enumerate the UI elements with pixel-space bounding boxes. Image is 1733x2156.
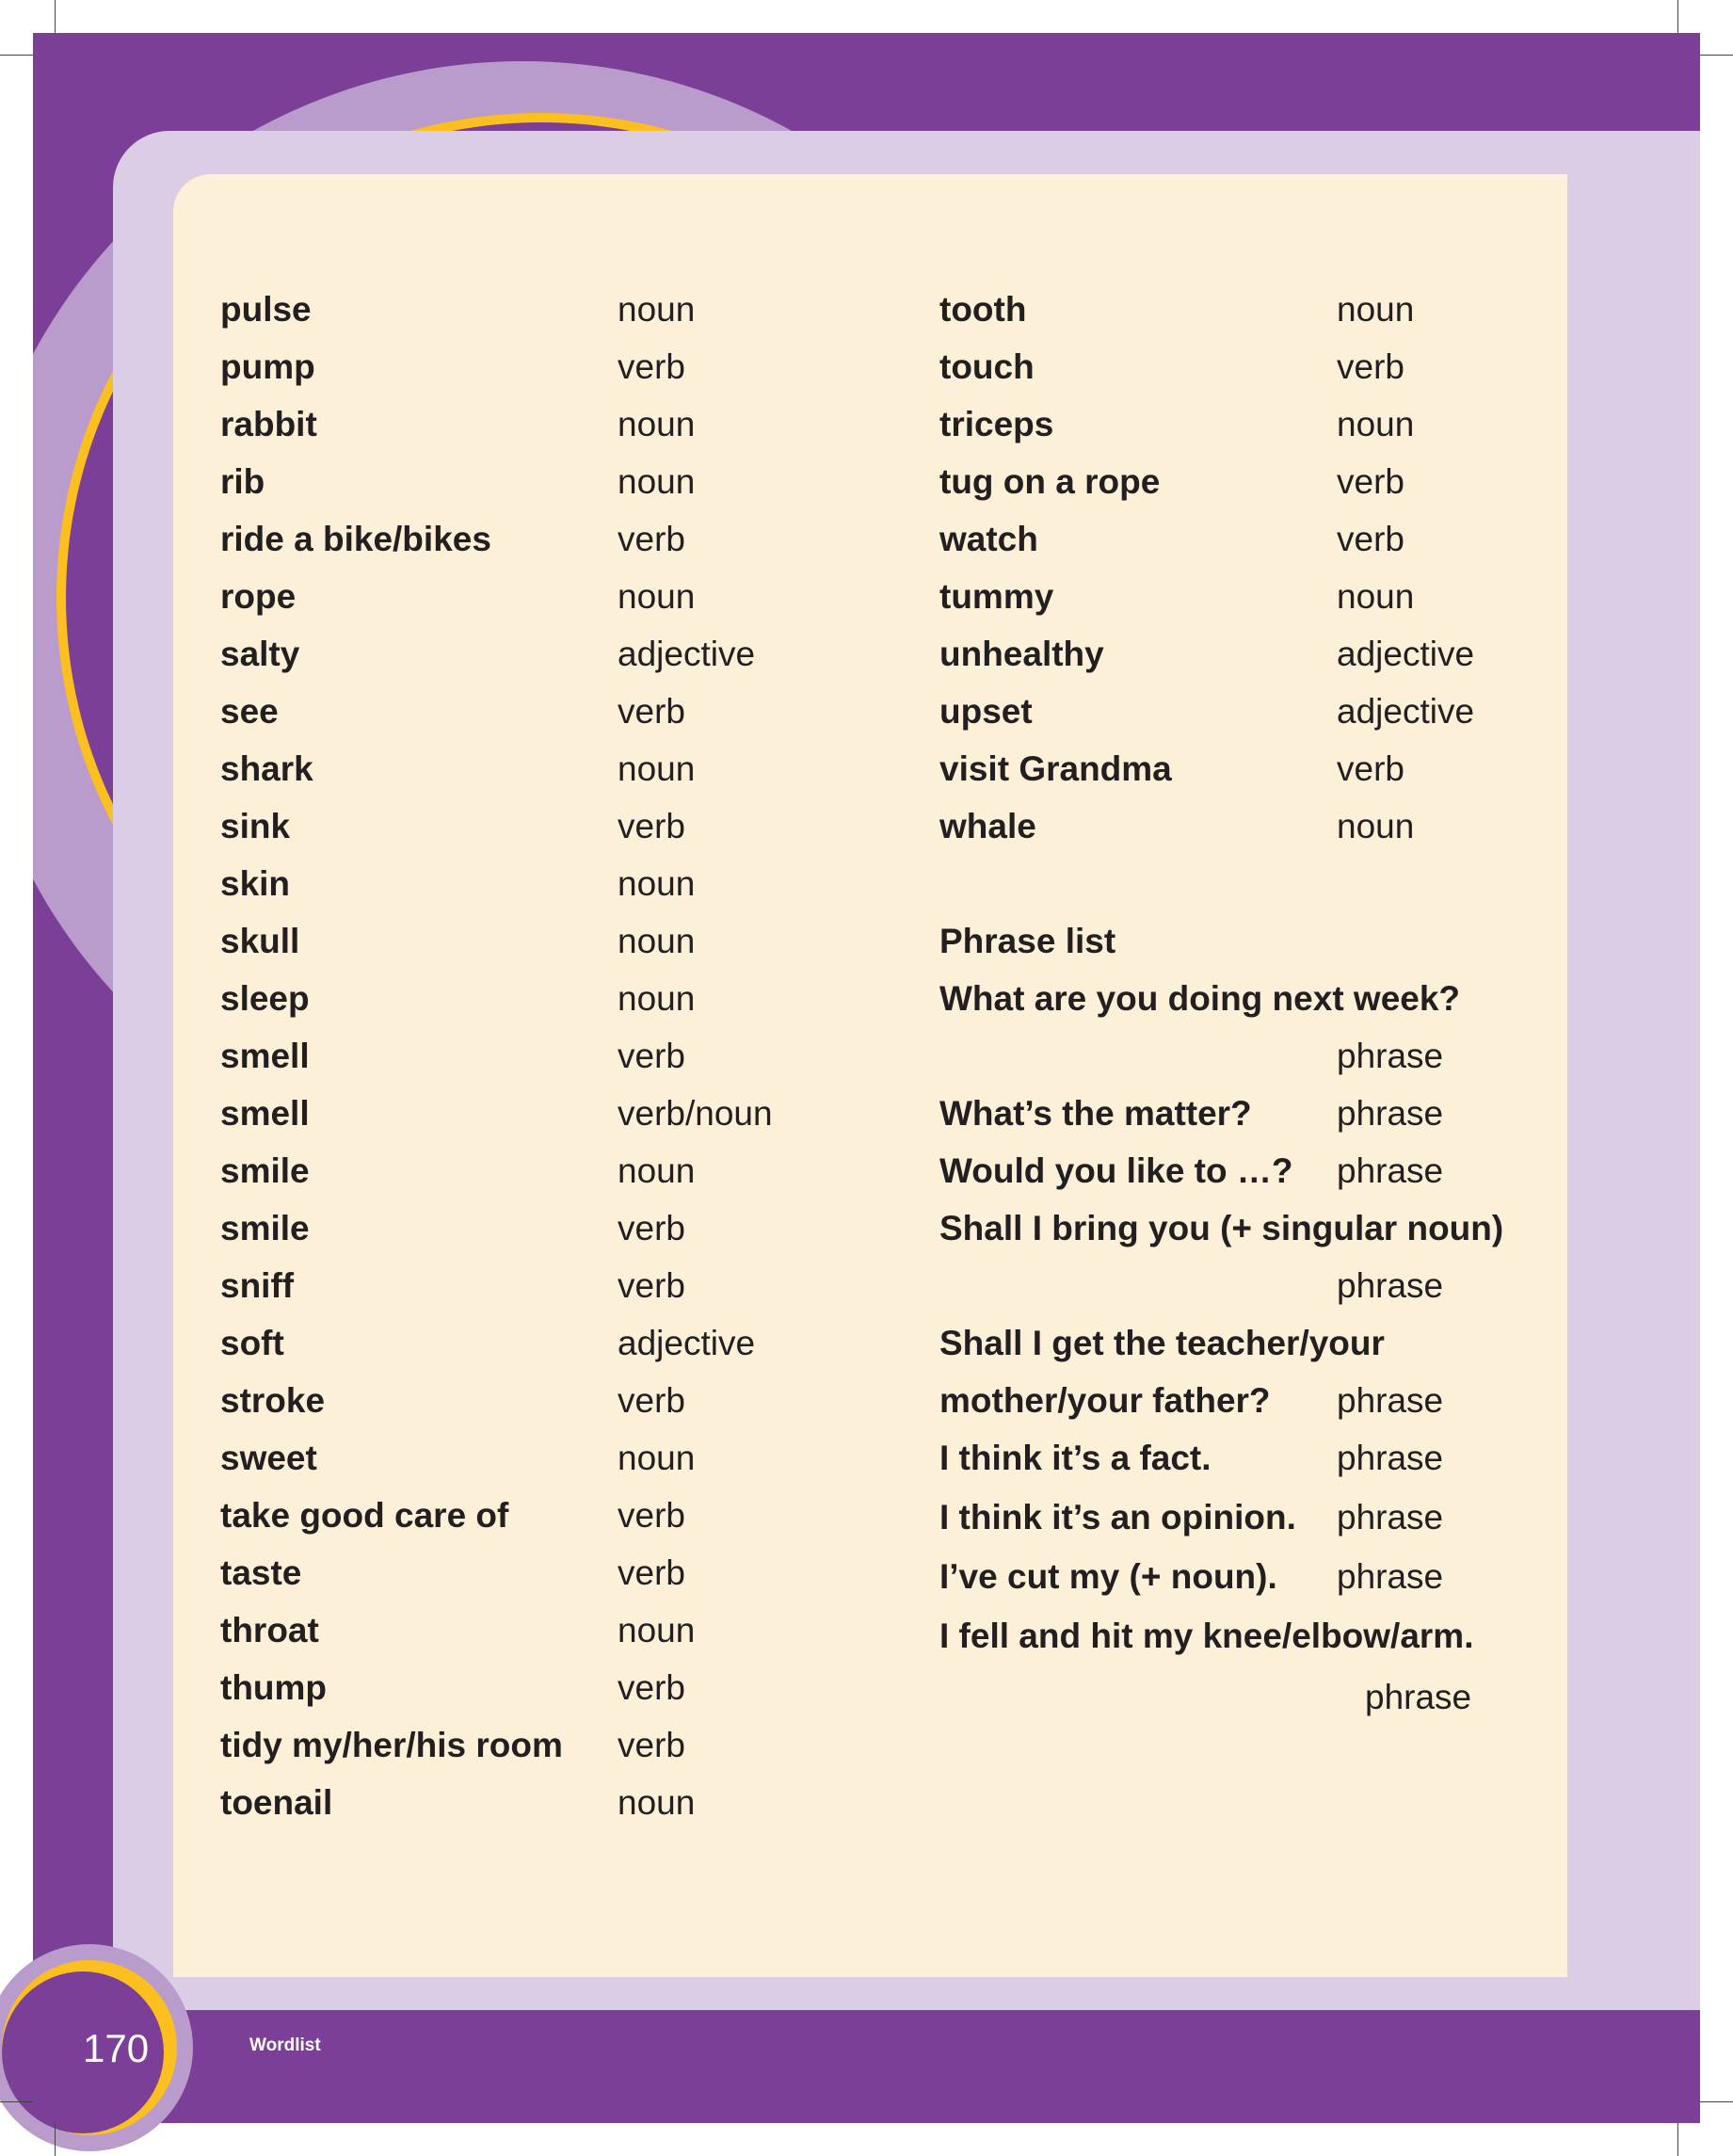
phrase-entry: I think it’s an opinion. xyxy=(939,1498,1296,1537)
word-entry: sweet xyxy=(220,1439,317,1477)
part-of-speech: verb xyxy=(1337,520,1404,558)
part-of-speech: verb xyxy=(618,347,685,386)
word-entry: rope xyxy=(220,577,297,616)
word-entry: visit Grandma xyxy=(939,749,1172,788)
word-entry: shark xyxy=(220,749,313,788)
phrase-entry: I fell and hit my knee/elbow/arm. xyxy=(939,1617,1474,1655)
word-entry: throat xyxy=(220,1611,319,1649)
part-of-speech: phrase xyxy=(1337,1439,1444,1477)
part-of-speech: noun xyxy=(618,1151,696,1190)
word-entry: unhealthy xyxy=(939,635,1104,673)
part-of-speech: noun xyxy=(618,864,696,903)
word-entry: smell xyxy=(220,1037,310,1075)
word-entry: tug on a rope xyxy=(939,462,1161,501)
crop-mark xyxy=(1700,2101,1733,2102)
word-entry: smell xyxy=(220,1094,310,1133)
crop-mark xyxy=(1700,55,1733,56)
part-of-speech: noun xyxy=(618,1783,696,1822)
part-of-speech: verb xyxy=(618,1209,685,1247)
word-entry: rabbit xyxy=(220,405,317,443)
word-entry: toenail xyxy=(220,1783,333,1822)
part-of-speech: noun xyxy=(1337,290,1415,329)
part-of-speech: verb xyxy=(618,1381,685,1420)
part-of-speech: verb xyxy=(1337,749,1404,788)
word-entry: pump xyxy=(220,347,315,386)
word-entry: sleep xyxy=(220,979,310,1018)
word-entry: skull xyxy=(220,922,300,960)
part-of-speech: adjective xyxy=(618,1324,756,1362)
word-entry: tummy xyxy=(939,577,1054,616)
phrase-entry: What are you doing next week? xyxy=(939,979,1461,1018)
footer-section-label: Wordlist xyxy=(249,2035,321,2055)
part-of-speech: phrase xyxy=(1337,1151,1444,1190)
word-entry: ride a bike/bikes xyxy=(220,520,491,558)
crop-mark xyxy=(1677,2123,1678,2156)
word-entry: skin xyxy=(220,864,291,903)
part-of-speech: verb xyxy=(618,1496,685,1535)
phrase-entry: mother/your father? xyxy=(939,1381,1271,1420)
part-of-speech: verb/noun xyxy=(618,1094,773,1133)
word-entry: rib xyxy=(220,462,265,501)
part-of-speech: noun xyxy=(1337,577,1415,616)
part-of-speech: verb xyxy=(618,1266,685,1305)
page-number: 170 xyxy=(83,2026,150,2070)
crop-mark xyxy=(55,2123,56,2156)
word-entry: stroke xyxy=(220,1381,326,1420)
part-of-speech: adjective xyxy=(618,635,756,673)
word-entry: touch xyxy=(939,347,1035,386)
word-entry: tooth xyxy=(939,290,1027,329)
word-entry: taste xyxy=(220,1553,302,1592)
part-of-speech: noun xyxy=(618,577,696,616)
word-entry: see xyxy=(220,692,279,731)
word-entry: soft xyxy=(220,1324,284,1362)
phrase-entry: Would you like to …? xyxy=(939,1151,1293,1190)
part-of-speech: noun xyxy=(618,405,696,443)
part-of-speech: verb xyxy=(1337,347,1404,386)
word-entry: pulse xyxy=(220,290,312,329)
part-of-speech: noun xyxy=(618,749,696,788)
crop-mark xyxy=(0,55,33,56)
crop-mark xyxy=(1677,0,1678,33)
crop-mark xyxy=(0,2101,33,2102)
part-of-speech: verb xyxy=(618,520,685,558)
part-of-speech: noun xyxy=(618,1611,696,1649)
part-of-speech: adjective xyxy=(1337,635,1475,673)
part-of-speech: verb xyxy=(618,1037,685,1075)
phrase-entry: I’ve cut my (+ noun). xyxy=(939,1557,1277,1596)
word-entry: take good care of xyxy=(220,1496,509,1535)
part-of-speech: noun xyxy=(618,462,696,501)
phrase-entry: Shall I get the teacher/your xyxy=(939,1324,1385,1362)
part-of-speech: phrase xyxy=(1337,1037,1444,1075)
word-entry: thump xyxy=(220,1668,328,1707)
part-of-speech: phrase xyxy=(1337,1094,1444,1133)
word-entry: smile xyxy=(220,1151,310,1190)
part-of-speech: adjective xyxy=(1337,692,1475,731)
word-entry: tidy my/her/his room xyxy=(220,1726,563,1764)
word-entry: upset xyxy=(939,692,1033,731)
phrase-list-heading: Phrase list xyxy=(939,922,1116,960)
part-of-speech: noun xyxy=(618,290,696,329)
crop-mark xyxy=(55,0,56,33)
part-of-speech: phrase xyxy=(1337,1266,1444,1305)
part-of-speech: verb xyxy=(618,1726,685,1764)
word-entry: salty xyxy=(220,635,300,673)
part-of-speech: phrase xyxy=(1337,1381,1444,1420)
word-entry: sink xyxy=(220,807,291,845)
phrase-entry: I think it’s a fact. xyxy=(939,1439,1211,1477)
part-of-speech: noun xyxy=(618,922,696,960)
word-entry: watch xyxy=(939,520,1038,558)
part-of-speech: verb xyxy=(1337,462,1404,501)
part-of-speech: noun xyxy=(1337,405,1415,443)
part-of-speech: phrase xyxy=(1365,1678,1472,1716)
phrase-entry: What’s the matter? xyxy=(939,1094,1252,1133)
part-of-speech: verb xyxy=(618,692,685,731)
word-entry: sniff xyxy=(220,1266,295,1305)
part-of-speech: noun xyxy=(618,979,696,1018)
part-of-speech: verb xyxy=(618,1668,685,1707)
word-entry: triceps xyxy=(939,405,1054,443)
part-of-speech: noun xyxy=(1337,807,1415,845)
part-of-speech: phrase xyxy=(1337,1557,1444,1596)
part-of-speech: phrase xyxy=(1337,1498,1444,1537)
word-entry: whale xyxy=(939,807,1036,845)
part-of-speech: verb xyxy=(618,807,685,845)
phrase-entry: Shall I bring you (+ singular noun) xyxy=(939,1209,1504,1247)
part-of-speech: verb xyxy=(618,1553,685,1592)
part-of-speech: noun xyxy=(618,1439,696,1477)
word-entry: smile xyxy=(220,1209,310,1247)
